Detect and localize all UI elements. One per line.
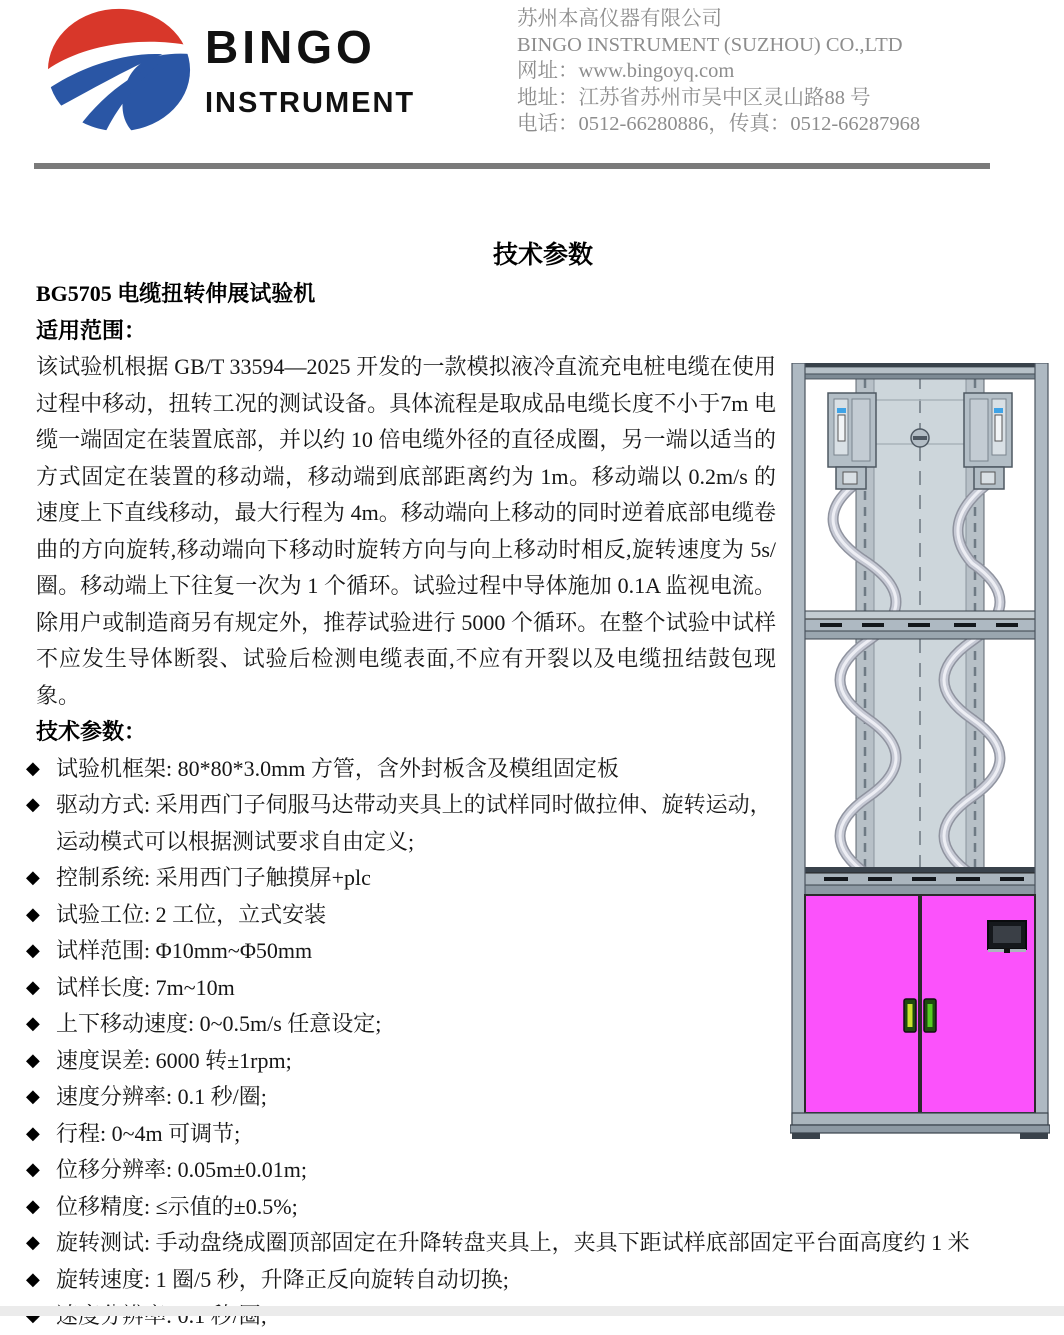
diamond-bullet-icon: ◆ [26, 1159, 40, 1180]
param-text: 驱动方式: 采用西门子伺服马达带动夹具上的试样同时做拉伸、旋转运动，运动模式可以根据测试要求自由定义; [56, 792, 772, 854]
param-item-speed-resolution [26, 1079, 776, 1116]
diamond-bullet-icon: ◆ [26, 757, 40, 779]
param-item-sample-length [26, 970, 776, 1007]
page-header [0, 0, 1064, 160]
param-text: 上下移动速度: 0~0.5m/s 任意设定; [56, 1011, 382, 1036]
diamond-bullet-icon: ◆ [26, 867, 40, 888]
param-text: 试样长度: 7m~10m [56, 974, 235, 1000]
door-handle-right [924, 999, 936, 1032]
param-item-speed-resolution-2 [26, 1298, 1050, 1335]
param-item-drive [26, 787, 776, 860]
param-text: 旋转速度: 1 圈/5 秒，升降正反向旋转自动切换; [56, 1266, 509, 1292]
cabinet-door-left [805, 895, 919, 1113]
document-body [26, 228, 1050, 1335]
diamond-bullet-icon: ◆ [26, 1232, 40, 1253]
param-text: 试样范围: Φ10mm~Φ50mm [56, 938, 313, 963]
param-text: 行程: 0~4m 可调节; [56, 1120, 241, 1146]
company-address: 地址：江苏省苏州市吴中区灵山路88 号 [517, 86, 871, 109]
param-text: 速度误差: 6000 转±1rpm; [56, 1047, 292, 1073]
machine-cabinet [805, 895, 1035, 1113]
diamond-bullet-icon: ◆ [26, 903, 40, 925]
product-title: BG5705 电缆扭转伸展试验机 [36, 281, 316, 306]
param-item-frame [26, 751, 776, 788]
company-name-en: BINGO INSTRUMENT (SUZHOU) CO.,LTD [517, 34, 903, 57]
diamond-bullet-icon [26, 1298, 56, 1335]
param-text: 位移精度: ≤示值的±0.5%; [56, 1193, 298, 1219]
scope-section [36, 349, 1050, 714]
bingo-logo-icon [44, 6, 194, 138]
company-phone-fax: 电话：0512-66280886，传真：0512-66287968 [517, 112, 921, 135]
logo-wordmark [205, 21, 416, 119]
param-text [56, 1298, 1050, 1335]
logo-text-primary: BINGO [205, 21, 376, 73]
machine-illustration [790, 363, 1050, 1139]
door-handle-left [904, 999, 916, 1032]
column-knob [911, 429, 929, 447]
diamond-bullet-icon: ◆ [26, 1013, 40, 1034]
param-item-sample-range [26, 933, 776, 970]
param-text: 试验机框架: 80*80*3.0mm 方管，含外封板含及模组固定板 [56, 755, 619, 781]
scope-paragraph: 该试验机根据 GB/T 33594—2025 开发的一款模拟液冷直流充电桩电缆在使用过程中移动，扭转工况的测试设备。具体流程是取成品电缆长度不小于7m 电缆一端固定在装置底部，并以约 10 倍电缆外径的直径成圈，另一端以适当的方式固定在装置的移动端，移动端到底部距离约为 1m。移动端以 0.2m/s 的速度上下直线移动，最大行程为 4m。移动端向上移动的同时逆着底部电缆卷曲的方向旋转,移动端向下移动时旋转方向与向上移动时相反,旋转速度为 5s/圈。移动端上下往复一次为 1 个循环。试验过程中导体施加 0.1A 监视电流。除用户或制造商另有规定外，推荐试验进行 5000 个循环。在整个试验中试样不应发生导体断裂、试验后检测电缆表面,不应有开裂以及电缆扭结鼓包现象。 [36, 354, 776, 708]
scope-heading: 适用范围： [36, 317, 147, 343]
diamond-bullet-icon: ◆ [26, 794, 40, 815]
diamond-bullet-icon: ◆ [26, 976, 40, 998]
logo-text-secondary: INSTRUMENT [205, 87, 416, 119]
diamond-bullet-icon: ◆ [26, 1268, 40, 1290]
param-text: 旋转测试: 手动盘绕成圈顶部固定在升降转盘夹具上，夹具下距试样底部固定平台面高度约 1 米 [56, 1230, 970, 1255]
param-item-displacement-resolution [26, 1152, 1050, 1189]
page-bottom-strip [0, 1306, 1064, 1316]
diamond-bullet-icon: ◆ [26, 1195, 40, 1217]
param-item-move-speed [26, 1006, 776, 1043]
param-text: 控制系统: 采用西门子触摸屏+plc [56, 865, 371, 890]
param-item-displacement-accuracy [26, 1189, 1050, 1226]
param-text: 位移分辨率: 0.05m±0.01m; [56, 1157, 308, 1182]
param-text: 试验工位: 2 工位，立式安装 [56, 901, 327, 927]
page-title: 技术参数 [492, 242, 593, 269]
header-divider [34, 163, 990, 169]
param-item-speed-error [26, 1043, 776, 1080]
company-website: 网址：www.bingoyq.com [517, 60, 735, 83]
param-item-stroke [26, 1116, 776, 1153]
param-item-rotation-test [26, 1225, 1050, 1262]
company-info [517, 6, 920, 137]
param-item-rotation-speed [26, 1262, 1050, 1299]
diamond-bullet-icon: ◆ [26, 1049, 40, 1071]
company-name-cn: 苏州本高仪器有限公司 [517, 8, 722, 30]
diamond-bullet-icon: ◆ [26, 940, 40, 961]
params-heading: 技术参数： [36, 719, 147, 744]
param-item-control [26, 860, 776, 897]
diamond-bullet-icon: ◆ [26, 1086, 40, 1107]
diamond-bullet-icon: ◆ [26, 1122, 40, 1144]
param-text: 速度分辨率: 0.1 秒/圈; [56, 1084, 267, 1109]
machine-figure [790, 363, 1050, 1139]
param-item-stations [26, 897, 776, 934]
control-screen [988, 921, 1026, 953]
